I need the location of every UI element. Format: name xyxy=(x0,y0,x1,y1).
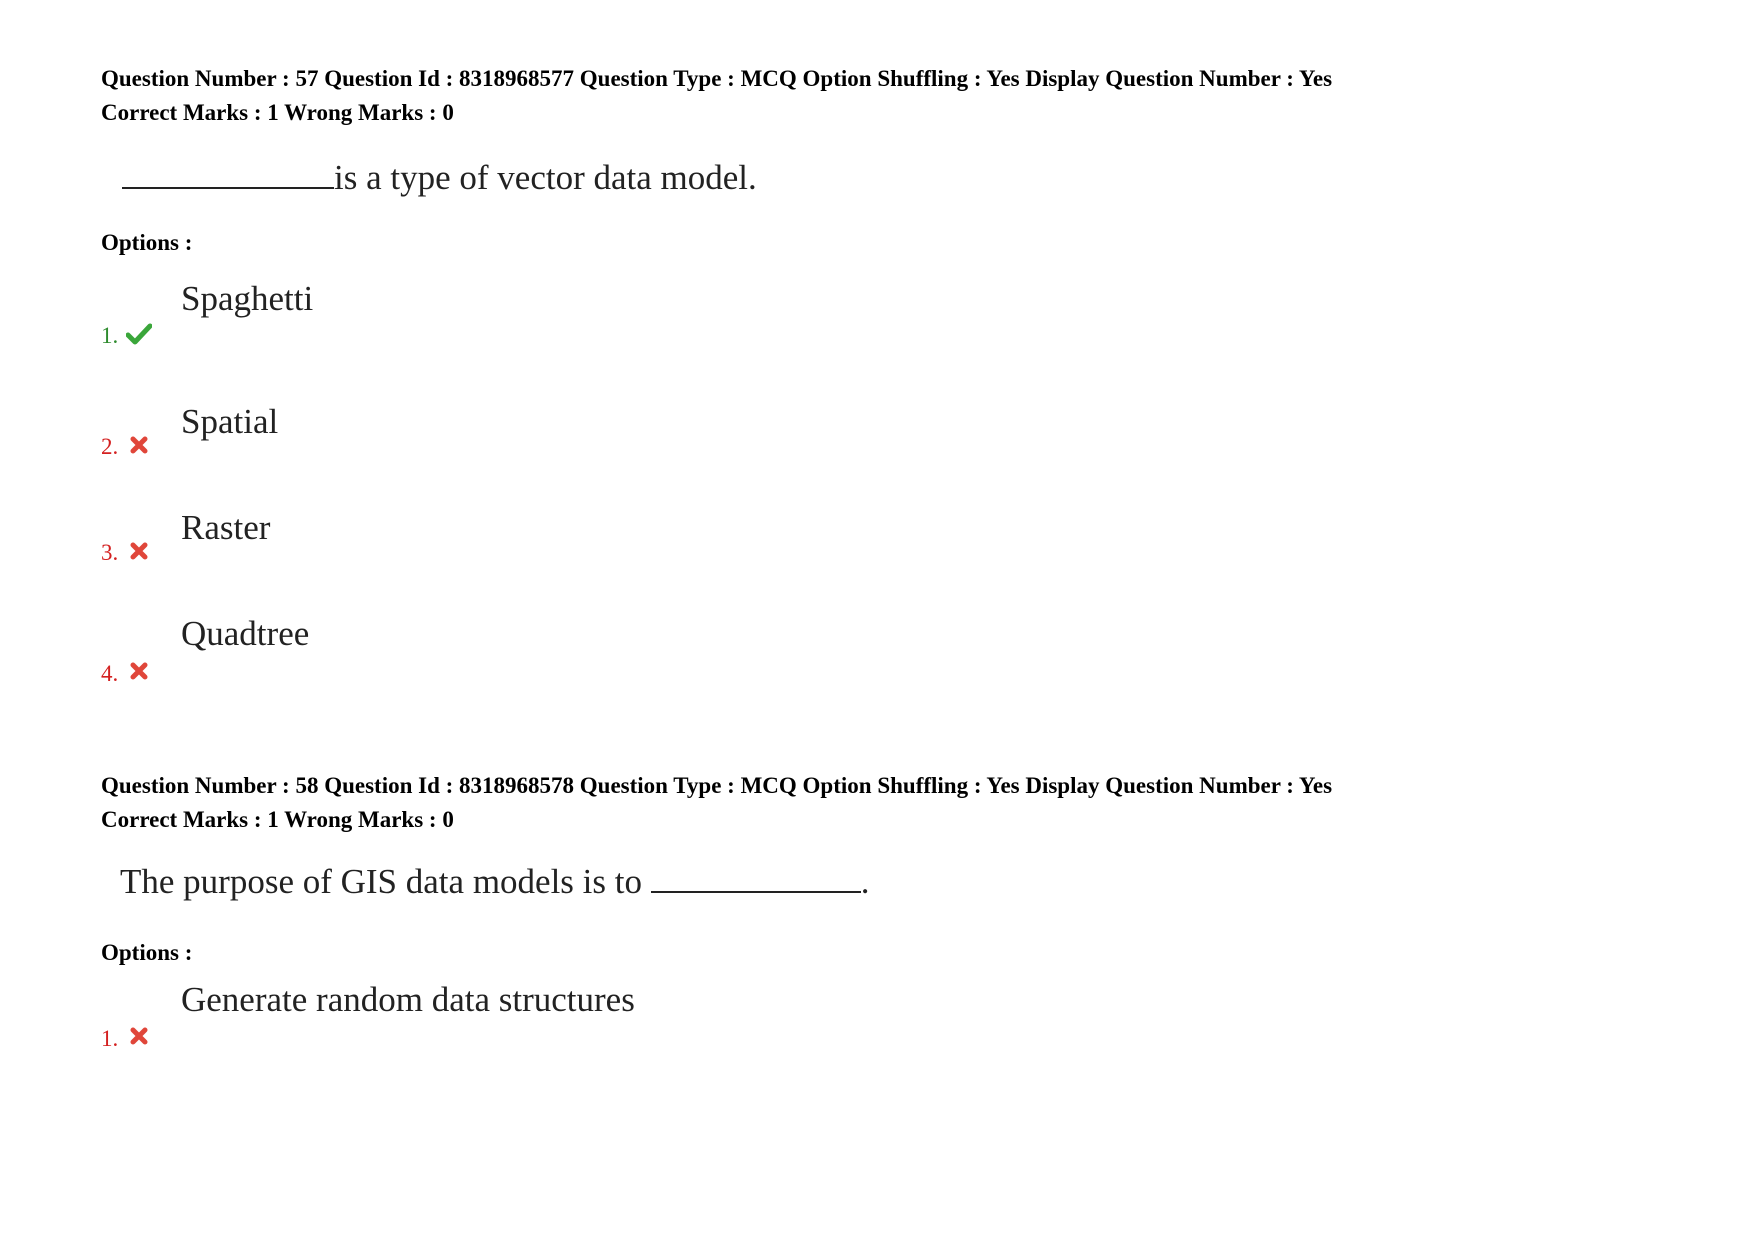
question-marks-line: Correct Marks : 1 Wrong Marks : 0 xyxy=(101,100,454,125)
option-number: 1. xyxy=(101,323,119,348)
question-text xyxy=(122,158,757,198)
question-meta-line: Question Number : 57 Question Id : 8318968577 Question Type : MCQ Option Shuffling : Yes Display Question Number : Yes xyxy=(101,66,1333,91)
question-text xyxy=(120,862,870,902)
cross-icon xyxy=(126,540,152,562)
question-text-before-blank: The purpose of GIS data models is to xyxy=(120,862,642,901)
option-number: 3. xyxy=(101,540,119,565)
question-meta-line: Question Number : 58 Question Id : 8318968578 Question Type : MCQ Option Shuffling : Yes Display Question Number : Yes xyxy=(101,773,1333,798)
option-number: 1. xyxy=(101,1026,119,1051)
option-text: Quadtree xyxy=(181,614,310,653)
question-text-after-blank: is a type of vector data model. xyxy=(334,158,757,197)
option-text: Generate random data structures xyxy=(181,980,635,1019)
answer-blank xyxy=(122,186,334,189)
cross-icon xyxy=(126,660,152,682)
answer-blank xyxy=(651,890,861,893)
option-number: 2. xyxy=(101,434,119,459)
option-text: Spaghetti xyxy=(181,279,314,318)
option-text: Raster xyxy=(181,508,271,547)
cross-icon xyxy=(126,1025,152,1047)
options-label: Options : xyxy=(101,230,193,255)
cross-icon xyxy=(126,434,152,456)
check-icon xyxy=(126,323,152,345)
options-label: Options : xyxy=(101,940,193,965)
question-text-after-blank: . xyxy=(860,862,870,901)
option-number: 4. xyxy=(101,661,119,686)
question-marks-line: Correct Marks : 1 Wrong Marks : 0 xyxy=(101,807,454,832)
option-text: Spatial xyxy=(181,402,279,441)
